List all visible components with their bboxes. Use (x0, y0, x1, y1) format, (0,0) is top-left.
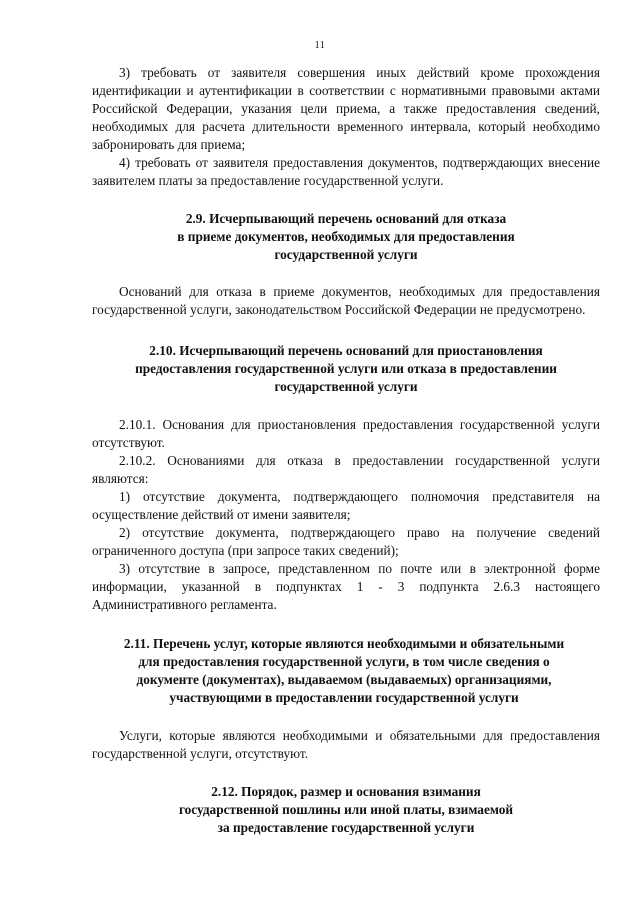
heading-line: документе (документах), выдаваемом (выдаваемых) организациями, (136, 672, 552, 687)
list-item-2: 2) отсутствие документа, подтверждающего право на получение сведений ограниченного доступа (при запросе таких сведений); (92, 525, 600, 558)
paragraph-item-4: 4) требовать от заявителя предоставления документов, подтверждающих внесение заявителем платы за предоставление государственной услуги. (92, 155, 600, 188)
paragraph-2-10-1: 2.10.1. Основания для приостановления предоставления государственной услуги отсутствуют. (92, 417, 600, 450)
heading-line: 2.12. Порядок, размер и основания взимания (211, 784, 481, 799)
heading-2-10 (92, 342, 600, 396)
heading-line: государственной услуги (274, 247, 418, 262)
heading-2-11 (80, 635, 608, 707)
heading-line: предоставления государственной услуги или отказа в предоставлении (135, 361, 557, 376)
heading-2-12 (92, 783, 600, 837)
heading-line: 2.11. Перечень услуг, которые являются необходимыми и обязательными (123, 636, 565, 651)
heading-line: за предоставление государственной услуги (217, 820, 475, 835)
list-item-1: 1) отсутствие документа, подтверждающего полномочия представителя на осуществление действий от имени заявителя; (92, 489, 600, 522)
heading-line: участвующими в предоставлении государственной услуги (169, 690, 519, 705)
page-number: 11 (314, 40, 326, 51)
paragraph-2-10-2: 2.10.2. Основаниями для отказа в предоставлении государственной услуги являются: (92, 453, 600, 486)
paragraph-2-11-body: Услуги, которые являются необходимыми и обязательными для предоставления государственной услуги, отсутствуют. (92, 728, 600, 761)
heading-line: для предоставления государственной услуги, в том числе сведения о (138, 654, 550, 669)
paragraph-item-3: 3) требовать от заявителя совершения иных действий кроме прохождения идентификации и аутентификации в соответствии с нормативными правовыми актами Российской Федерации, указания цели приема, а также предоставления сведений, необходимых для расчета длительности временного интервала, который необходимо забронировать для приема; (92, 65, 600, 152)
heading-line: 2.10. Исчерпывающий перечень оснований для приостановления (149, 343, 543, 358)
document-body (92, 64, 600, 837)
heading-line: 2.9. Исчерпывающий перечень оснований для отказа (185, 211, 507, 226)
heading-line: в приеме документов, необходимых для предоставления (177, 229, 515, 244)
paragraph-2-9-body: Оснований для отказа в приеме документов, необходимых для предоставления государственной услуги, законодательством Российской Федерации не предусмотрено. (92, 284, 600, 317)
heading-2-9 (92, 210, 600, 264)
heading-line: государственной пошлины или иной платы, взимаемой (178, 802, 514, 817)
list-item-3: 3) отсутствие в запросе, представленном по почте или в электронной форме информации, указанной в подпунктах 1 - 3 подпункта 2.6.3 настоящего Административного регламента. (92, 561, 600, 612)
heading-line: государственной услуги (274, 379, 418, 394)
